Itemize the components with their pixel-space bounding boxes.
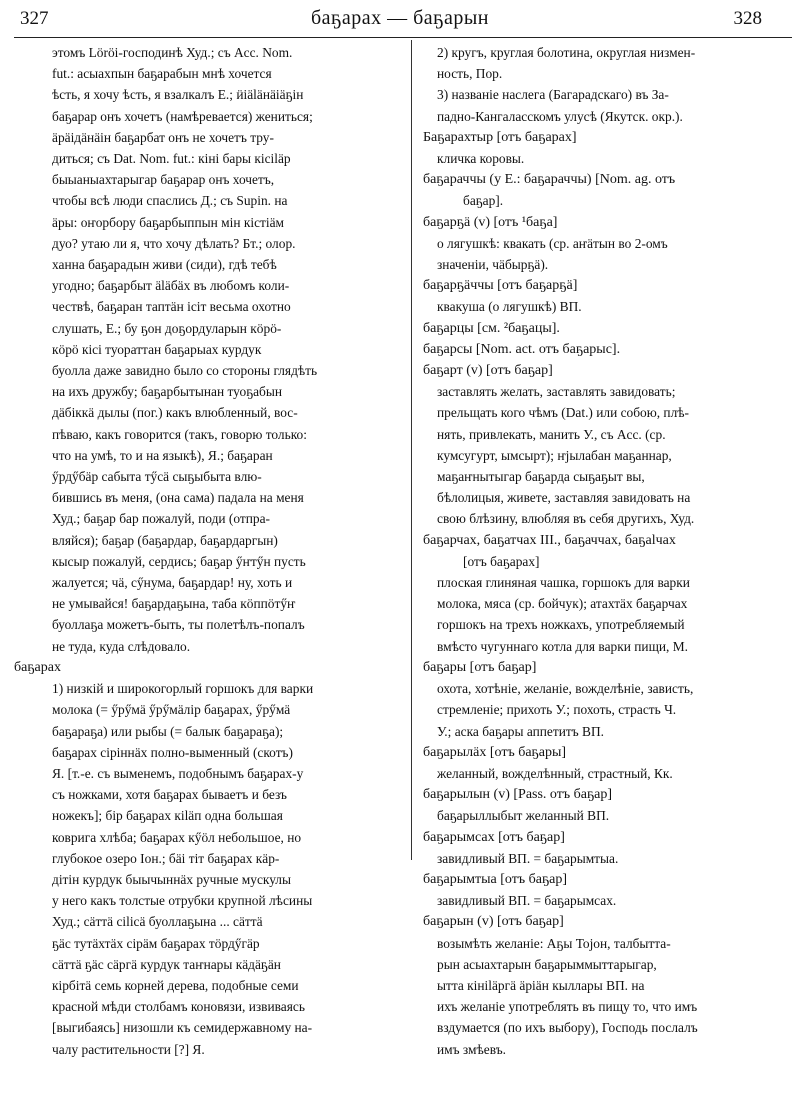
text-line: этомъ Lӧrӧi-господинѣ Худ.; съ Acc. Nom. bbox=[52, 45, 293, 60]
running-title: баҕарах — баҕарын bbox=[311, 7, 489, 29]
entry-headword-line: баҕарт (v) [отъ баҕар] bbox=[423, 363, 553, 379]
text-line: что на умѣ, то и на языкѣ), Я.; баҕаран bbox=[52, 447, 273, 463]
text-line: ѣсть, я хочу ѣсть, я взалкалъ Е.; ӥіäläнäіäҕін bbox=[52, 87, 304, 103]
text-line: вмѣсто чугуннаго котла для варки пищи, М. bbox=[437, 638, 688, 654]
entry-headword-line: баҕарымтыа [отъ баҕар] bbox=[423, 871, 568, 887]
text-line: кӧрӧ кісі туораттан баҕарыах курдук bbox=[52, 341, 262, 357]
text-line: [выгибаясь] низошли къ семидержавному на- bbox=[52, 1020, 313, 1036]
text-line: слушать, Е.; бу ҕон доҕордуларын кӧрӧ- bbox=[52, 320, 282, 336]
text-line: о лягушкѣ: квакать (ср. аҥäтын во 2-омъ bbox=[437, 235, 668, 251]
right-column bbox=[425, 42, 785, 1060]
text-line: падно-Кангаласскомъ улусѣ (Якутск. окр.). bbox=[437, 108, 683, 124]
text-line: бѣлолицыя, живете, заставляя завидовать на bbox=[437, 490, 691, 506]
text-line: 2) кругъ, круглая болотина, округлая низмен- bbox=[437, 45, 696, 60]
text-line: съ ножками, хотя баҕарах бываетъ и безъ bbox=[52, 787, 287, 803]
page-number-right: 328 bbox=[733, 8, 762, 29]
text-line: кумсугурт, ымсырт); ҥјылабан маҕаннар, bbox=[437, 447, 672, 463]
text-line: 1) низкій и широкогорлый горшокъ для варки bbox=[52, 681, 314, 697]
text-line: буолла даже завидно было со стороны глядѣть bbox=[52, 363, 318, 379]
text-line: кірбітä семь корней дерева, подобные семи bbox=[52, 977, 299, 993]
text-line: охота, хотѣніе, желаніе, вожделѣніе, зависть, bbox=[437, 681, 694, 697]
entry-headword-line: баҕары [отъ баҕар] bbox=[423, 659, 537, 675]
entry-headword-line: баҕарцы [см. ²баҕацы]. bbox=[423, 320, 560, 336]
text-line: дітін курдук быычыннäх ручные мускулы bbox=[52, 871, 291, 887]
text-line: вздумается (по ихъ выбору), Господь послалъ bbox=[437, 1020, 698, 1036]
text-line: вляйся); баҕар (баҕардар, баҕардаргын) bbox=[52, 532, 278, 548]
entry-headword-line: баҕарылäх [отъ баҕары] bbox=[423, 744, 567, 760]
text-line: ихъ желаніе употреблять въ пищу то, что имъ bbox=[437, 999, 698, 1015]
text-line: У.; аска баҕары аппетитъ ВП. bbox=[437, 723, 604, 739]
text-line: [отъ баҕарах] bbox=[463, 553, 540, 569]
text-line: бившись въ меня, (она сама) падала на меня bbox=[52, 490, 304, 506]
text-line: ножекъ]; бір баҕарах кіläп одна большая bbox=[52, 808, 283, 824]
entry-headword-line: баҕарымсах [отъ баҕар] bbox=[423, 829, 565, 845]
entry-headword-line: баҕарылын (v) [Pass. отъ баҕар] bbox=[423, 787, 613, 803]
page-number-left: 327 bbox=[20, 8, 49, 29]
text-line: äры: оҥорбору баҕарбыппын мін кістіäм bbox=[52, 214, 285, 230]
text-line: 3) названіе наслега (Багарадскаго) въ За- bbox=[437, 87, 669, 103]
text-line: Я. [т.-е. съ выменемъ, подобнымъ баҕарах-у bbox=[52, 765, 304, 781]
text-line: коврига хлѣба; баҕарах кӳӧл небольшое, но bbox=[52, 829, 302, 845]
text-line: баҕарыллыбыт желанный ВП. bbox=[437, 808, 610, 824]
text-line: баҕарар онъ хочетъ (намѣревается) жениться; bbox=[52, 108, 313, 124]
text-line: кысыр пожалуй, сердись; баҕар ӳҥтӳн пусть bbox=[52, 553, 306, 569]
text-line: ытта кініläргä äріäн кыллары ВП. на bbox=[437, 977, 645, 993]
text-line: молока (= ӳрӳмä ӳрӳмäліp баҕарах, ӳрӳмä bbox=[52, 702, 291, 718]
text-line: чествѣ, баҕаран таптäн ісіт весьма охотно bbox=[52, 299, 291, 315]
header-rule bbox=[14, 37, 792, 38]
text-line: горшокъ на трехъ ножкахъ, употребляемый bbox=[437, 617, 685, 633]
text-line: чтобы всѣ люди спаслись Д.; съ Supin. на bbox=[52, 193, 288, 209]
text-line: плоская глиняная чашка, горшокъ для варки bbox=[437, 575, 690, 591]
entry-headword-line: баҕараччы (у Е.: баҕараччы) [Nom. ag. отъ bbox=[423, 172, 676, 188]
text-line: ханна баҕарадын живи (сиди), гдѣ тебѣ bbox=[52, 257, 277, 273]
text-line: кличка коровы. bbox=[437, 151, 525, 167]
entry-headword-line: баҕарын (v) [отъ баҕар] bbox=[423, 914, 564, 930]
text-line: свою блѣзину, влюбляя въ себя другихъ, Худ. bbox=[437, 511, 695, 527]
entry-headword-line: Баҕарахтыр [отъ баҕарах] bbox=[423, 129, 577, 145]
text-line: fut.: асыахпын баҕарабын мнѣ хочется bbox=[52, 66, 272, 82]
text-line: сäттä ҕäс сäргä курдук таҥнары кäдäҕäн bbox=[52, 956, 281, 972]
text-line: äрäідäнäін баҕарбат онъ не хочетъ тру- bbox=[52, 129, 274, 145]
text-line: квакуша (о лягушкѣ) ВП. bbox=[437, 299, 582, 315]
text-line: дäбiккä дылы (пог.) какъ влюбленный, вос- bbox=[52, 405, 298, 421]
text-line: пѣваю, какъ говорится (такъ, говорю только: bbox=[52, 426, 307, 442]
entry-headword-line: баҕарчах, баҕатчах III., баҕаччах, баҕаlчах bbox=[423, 532, 676, 548]
text-line: ҕäс тутäхтäх сірäм баҕарах тӧрдӳгäр bbox=[52, 935, 260, 951]
text-line: диться; съ Dat. Nom. fut.: кіні бары кісіläр bbox=[52, 151, 291, 167]
text-line: красной мѣди столбамъ коновязи, извиваясь bbox=[52, 999, 305, 1015]
text-line: желанный, вожделѣнный, страстный, Кк. bbox=[437, 765, 673, 781]
text-line: баҕарах сіріннäх полно-выменный (скотъ) bbox=[52, 744, 293, 760]
text-line: буоллаҕа можетъ-быть, ты полетѣлъ-попалъ bbox=[52, 617, 305, 633]
text-line: заставлять желать, заставлять завидовать; bbox=[437, 384, 676, 400]
entry-headword-line: баҕарҕä (v) [отъ ¹баҕа] bbox=[423, 214, 558, 230]
entry-headword-line: баҕарах bbox=[14, 659, 61, 675]
text-line: баҕараҕа) или рыбы (= балык баҕараҕа); bbox=[52, 723, 284, 739]
text-line: баҕар]. bbox=[463, 193, 504, 209]
entry-headword-line: баҕарҕäччы [отъ баҕарҕä] bbox=[423, 278, 578, 294]
text-line: нять, привлекать, манить У., съ Acc. (ср. bbox=[437, 426, 666, 442]
entry-headword-line: баҕарсы [Nom. act. отъ баҕарыс]. bbox=[423, 341, 621, 357]
text-line: не туда, куда слѣдовало. bbox=[52, 638, 191, 654]
text-line: возымѣть желаніе: Аҕы Тоjон, талбытта- bbox=[437, 935, 671, 951]
text-line: стремленіе; прихоть У.; похоть, страсть Ч. bbox=[437, 702, 677, 718]
text-line: маҕаҥнытыгар баҕарда сыҕаҕыт вы, bbox=[437, 469, 645, 485]
text-line: рын асыахтарын баҕарыммыттарыгар, bbox=[437, 956, 657, 972]
text-line: жалуется; чä, сӳнума, баҕардар! ну, хоть и bbox=[52, 575, 293, 591]
text-line: чалу растительности [?] Я. bbox=[52, 1041, 205, 1057]
text-line: Худ.; баҕар бар пожалуй, поди (отпра- bbox=[52, 511, 270, 527]
text-line: быыаныахтарыгар баҕарар онъ хочетъ, bbox=[52, 172, 275, 188]
text-line: завидливый ВП. = баҕарымсах. bbox=[437, 893, 617, 909]
text-line: значеніи, чäбырҕä). bbox=[437, 257, 549, 273]
text-line: ность, Пор. bbox=[437, 66, 503, 82]
text-line: глубокое озеро Іон.; бäі тіт баҕарах кäр- bbox=[52, 850, 280, 866]
text-line: Худ.; сäттä сіlicä буоллаҕына ... сäттä bbox=[52, 914, 263, 930]
text-line: завидливый ВП. = баҕарымтыа. bbox=[437, 850, 619, 866]
page-header bbox=[0, 0, 800, 40]
column-divider bbox=[411, 40, 412, 860]
text-line: прельщать кого чѣмъ (Dat.) или собою, плѣ- bbox=[437, 405, 690, 421]
text-line: на ихъ дружбу; баҕарбытынан туоҕабын bbox=[52, 384, 283, 400]
text-line: молока, мяса (ср. бойчук); атахтäх баҕарчах bbox=[437, 596, 688, 612]
left-column bbox=[14, 42, 400, 1060]
text-line: угодно; баҕарбыт äläбäх въ любомъ коли- bbox=[52, 278, 290, 294]
text-line: у него какъ толстые отрубки крупной лѣсины bbox=[52, 893, 313, 909]
text-line: не умывайся! баҕардаҕына, таба кӧппӧтӳҥ bbox=[52, 596, 296, 612]
text-line: имъ змѣевъ. bbox=[437, 1041, 506, 1057]
text-line: дуо? утаю ли я, что хочу дѣлать? Бт.; олор. bbox=[52, 235, 296, 251]
text-line: ӳрдӳбäр сабыта тӳсä сыҕыбыта влю- bbox=[52, 469, 262, 485]
